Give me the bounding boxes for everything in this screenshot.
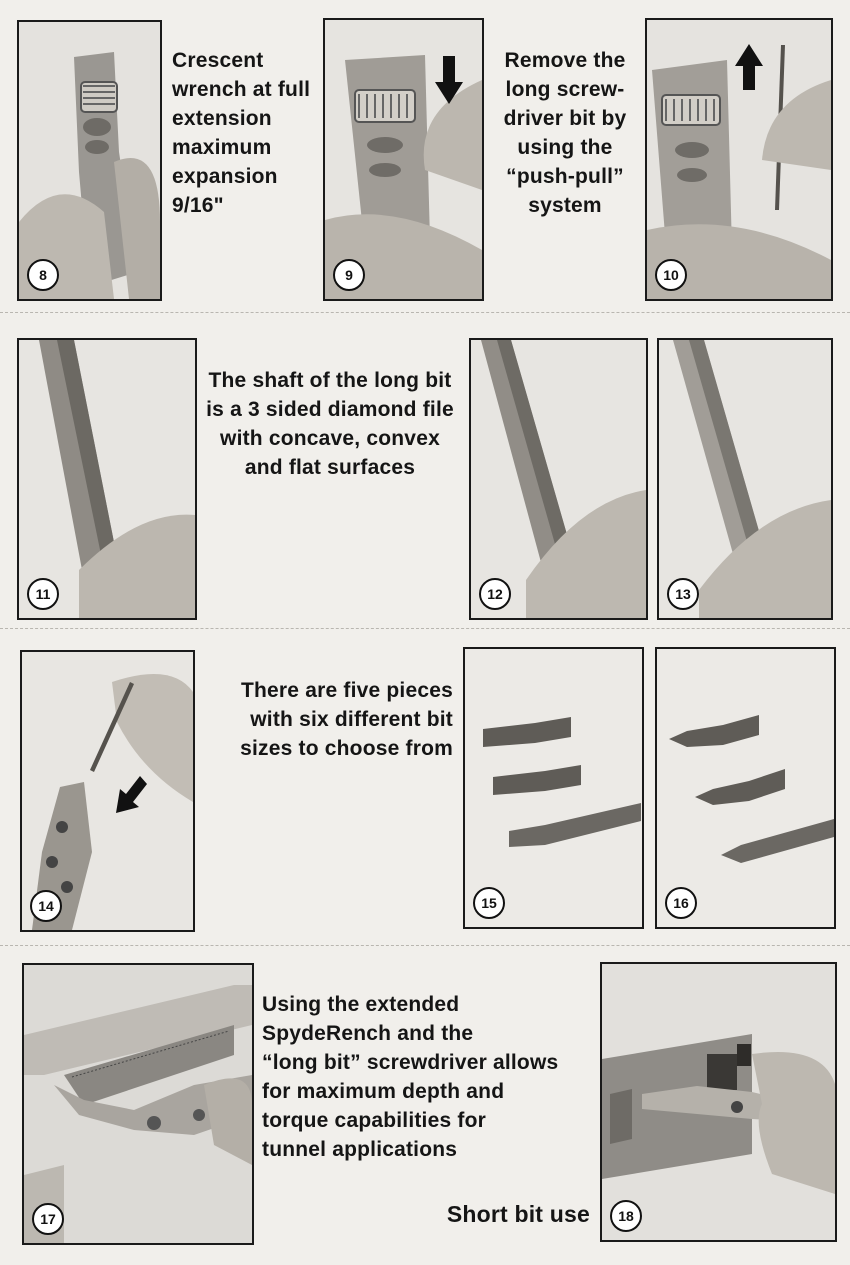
file-shaft-caption [200, 366, 460, 482]
caption-line: The shaft of the long bit [208, 369, 452, 392]
step-number-badge: 13 [667, 578, 699, 610]
photo-step-17 [22, 963, 254, 1245]
photo-step-16 [655, 647, 836, 929]
fold-line [0, 945, 850, 946]
step-number-badge: 17 [32, 1203, 64, 1235]
caption-line: with six different bit [250, 708, 453, 731]
step-number-badge: 16 [665, 887, 697, 919]
caption-line: long screw- [505, 78, 625, 101]
caption-line: for maximum depth and [262, 1080, 505, 1103]
photo-step-13 [657, 338, 833, 620]
photo-step-12 [469, 338, 648, 620]
caption-line: tunnel applications [262, 1138, 458, 1161]
photo-step-18 [600, 962, 837, 1242]
caption-line: torque capabilities for [262, 1109, 486, 1132]
caption-line: using the [517, 136, 613, 159]
caption-line: SpydeRench and the [262, 1022, 474, 1045]
wrench-full-extension-image [19, 22, 160, 299]
diamond-file-concave-image [471, 340, 646, 618]
caption-line: “push-pull” [506, 165, 624, 188]
photo-step-8 [17, 20, 162, 301]
caption-line: driver bit by [503, 107, 627, 130]
fold-line [0, 628, 850, 629]
step-number-badge: 15 [473, 887, 505, 919]
caption-line: expansion [172, 165, 278, 188]
step-8-caption [172, 46, 322, 220]
caption-line: extension [172, 107, 272, 130]
caption-line: Crescent [172, 49, 264, 72]
caption-line: is a 3 sided diamond file [206, 398, 454, 421]
tunnel-application-image [24, 965, 252, 1243]
photo-step-14 [20, 650, 195, 932]
diamond-file-shaft-image [19, 340, 195, 618]
caption-line: sizes to choose from [240, 737, 453, 760]
step-10-caption [490, 46, 640, 220]
phillips-bits-image [657, 649, 834, 927]
photo-step-11 [17, 338, 197, 620]
diamond-file-flat-image [659, 340, 831, 618]
short-bit-use-label: Short bit use [446, 1201, 590, 1227]
fold-line [0, 312, 850, 313]
step-number-badge: 10 [655, 259, 687, 291]
caption-line: with concave, convex [220, 427, 440, 450]
slotted-bits-image [465, 649, 642, 927]
caption-line: and flat surfaces [244, 456, 416, 479]
step-number-badge: 9 [333, 259, 365, 291]
step-number-badge: 11 [27, 578, 59, 610]
caption-line: wrench at full [172, 78, 311, 101]
caption-line: maximum [172, 136, 272, 159]
short-bit-use-image [602, 964, 835, 1240]
caption-line: 9/16" [172, 194, 224, 217]
step-number-badge: 12 [479, 578, 511, 610]
step-number-badge: 8 [27, 259, 59, 291]
caption-line: There are five pieces [241, 679, 453, 702]
caption-line: “long bit” screwdriver allows [262, 1051, 559, 1074]
step-number-badge: 14 [30, 890, 62, 922]
caption-line: Using the extended [262, 993, 460, 1016]
photo-step-10 [645, 18, 833, 301]
photo-step-9 [323, 18, 484, 301]
photo-step-15 [463, 647, 644, 929]
arrow-down-icon [22, 652, 193, 930]
tunnel-application-caption [262, 990, 582, 1164]
arrow-up-icon [647, 20, 831, 299]
arrow-down-icon [325, 20, 482, 299]
step-number-badge: 18 [610, 1200, 642, 1232]
caption-line: Remove the [504, 49, 626, 72]
bit-sizes-caption [205, 676, 453, 763]
caption-line: system [528, 194, 602, 217]
